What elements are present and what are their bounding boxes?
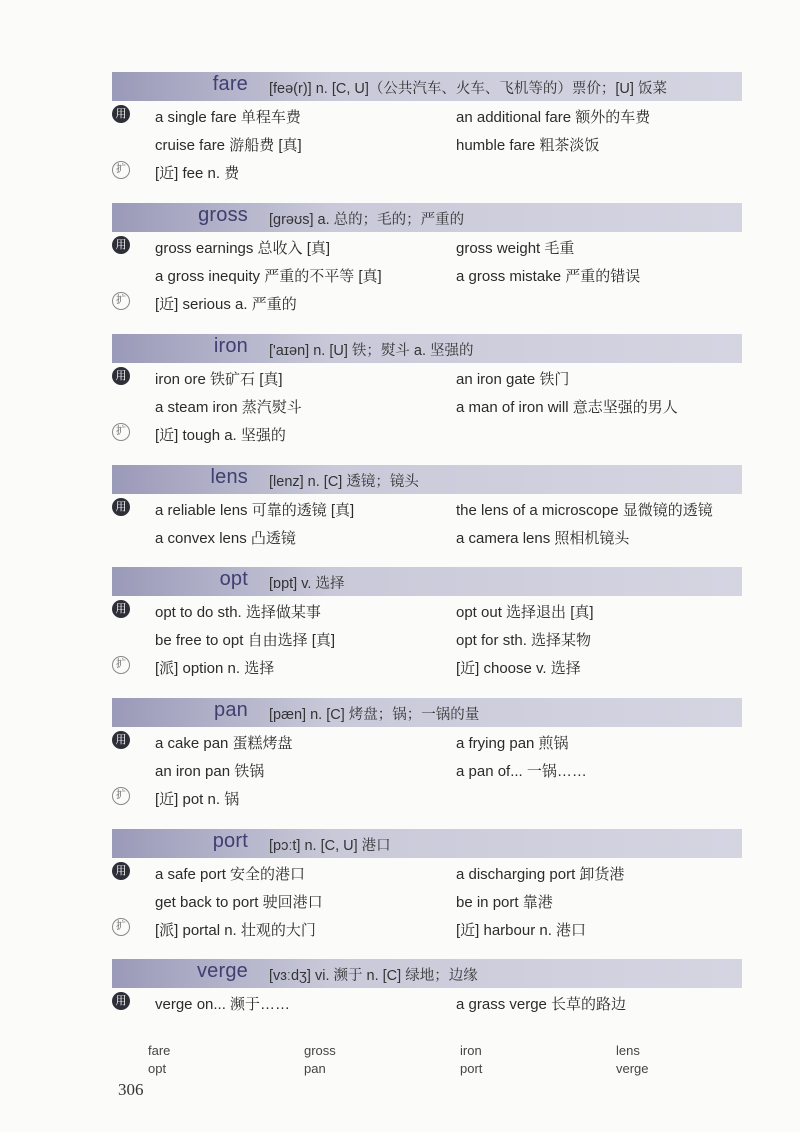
phrase-left: verge on... 濒于…… (155, 996, 291, 1013)
headword: iron (213, 335, 248, 357)
phrase-left: a single fare 单程车费 (155, 109, 301, 126)
usage-row (112, 101, 742, 129)
phrase-right: gross weight 毛重 (456, 240, 575, 257)
review-word: fare (148, 1043, 171, 1058)
phrase-right: opt for sth. 选择某物 (456, 632, 592, 649)
related-word: [派] portal n. 壮观的大门 (155, 922, 316, 939)
expansion-row (112, 783, 742, 811)
phrase-right: a gross mistake 严重的错误 (456, 268, 641, 285)
entry-pan (112, 698, 742, 811)
review-word: lens (616, 1043, 640, 1058)
expansion-row (112, 914, 742, 942)
expansion-row (112, 157, 742, 185)
phrase-right: opt out 选择退出 [真] (456, 604, 594, 621)
headword: lens (210, 466, 248, 488)
related-word: [近] tough a. 坚强的 (155, 427, 286, 444)
phrase-left: a gross inequity 严重的不平等 [真] (155, 268, 382, 285)
usage-row (112, 391, 742, 419)
related-word: [派] option n. 选择 (155, 660, 275, 677)
entry-lens (112, 465, 742, 550)
usage-icon: 用 (112, 105, 130, 123)
review-word: verge (616, 1061, 649, 1076)
expand-icon: 扩 (112, 161, 130, 179)
phrase-right: be in port 靠港 (456, 894, 553, 911)
phrase-right: a camera lens 照相机镜头 (456, 530, 630, 547)
headword: port (212, 830, 248, 852)
expand-icon: 扩 (112, 787, 130, 805)
usage-row (112, 522, 742, 550)
entry-header-bar (112, 959, 742, 988)
review-word: gross (304, 1043, 336, 1058)
phrase-right: a pan of... 一锅…… (456, 763, 587, 780)
phrase-left: gross earnings 总收入 [真] (155, 240, 331, 257)
usage-icon: 用 (112, 992, 130, 1010)
phrase-right: a discharging port 卸货港 (456, 866, 625, 883)
expansion-row (112, 288, 742, 316)
related-word: [近] fee n. 费 (155, 165, 240, 182)
review-word: pan (304, 1061, 326, 1076)
usage-row (112, 755, 742, 783)
review-word: iron (460, 1043, 482, 1058)
usage-icon: 用 (112, 862, 130, 880)
phrase-right: humble fare 粗茶淡饭 (456, 137, 600, 154)
expand-icon: 扩 (112, 656, 130, 674)
definition: [feə(r)] n. [C, U]（公共汽车、火车、飞机等的）票价；[U] 饭菜 (269, 81, 667, 97)
entry-header-bar (112, 829, 742, 858)
phrase-left: cruise fare 游船费 [真] (155, 137, 302, 154)
usage-row (112, 232, 742, 260)
expand-icon: 扩 (112, 423, 130, 441)
phrase-left: an iron pan 铁锅 (155, 763, 265, 780)
usage-icon: 用 (112, 236, 130, 254)
headword: opt (219, 568, 248, 590)
definition: [ɒpt] v. 选择 (269, 576, 345, 592)
usage-row (112, 727, 742, 755)
definition: [pɔːt] n. [C, U] 港口 (269, 838, 391, 854)
usage-icon: 用 (112, 498, 130, 516)
phrase-right: an iron gate 铁门 (456, 371, 570, 388)
expansion-row (112, 419, 742, 447)
headword: gross (198, 204, 248, 226)
expansion-row (112, 652, 742, 680)
usage-icon: 用 (112, 731, 130, 749)
phrase-left: a reliable lens 可靠的透镜 [真] (155, 502, 355, 519)
definition: ['aɪən] n. [U] 铁；熨斗 a. 坚强的 (269, 343, 474, 359)
entry-header-bar (112, 203, 742, 232)
phrase-left: iron ore 铁矿石 [真] (155, 371, 283, 388)
usage-row (112, 624, 742, 652)
entry-header-bar (112, 698, 742, 727)
page-number: 306 (118, 1080, 144, 1099)
phrase-right: a frying pan 煎锅 (456, 735, 569, 752)
phrase-left: opt to do sth. 选择做某事 (155, 604, 321, 621)
entry-opt (112, 567, 742, 680)
phrase-left: a convex lens 凸透镜 (155, 530, 296, 547)
usage-row (112, 494, 742, 522)
definition: [pæn] n. [C] 烤盘；锅；一锅的量 (269, 707, 480, 723)
phrase-left: a safe port 安全的港口 (155, 866, 306, 883)
usage-row (112, 886, 742, 914)
phrase-left: a steam iron 蒸汽熨斗 (155, 399, 302, 416)
entry-header-bar (112, 567, 742, 596)
entry-header-bar (112, 72, 742, 101)
review-word: opt (148, 1061, 167, 1076)
entry-verge (112, 959, 742, 1016)
entry-port (112, 829, 742, 942)
related-word-right: [近] harbour n. 港口 (456, 922, 587, 939)
phrase-right: a man of iron will 意志坚强的男人 (456, 399, 678, 416)
headword: pan (214, 699, 248, 721)
usage-row (112, 363, 742, 391)
expand-icon: 扩 (112, 918, 130, 936)
review-word-list (148, 1043, 708, 1076)
usage-icon: 用 (112, 600, 130, 618)
usage-row (112, 596, 742, 624)
related-word: [近] serious a. 严重的 (155, 296, 297, 313)
phrase-left: be free to opt 自由选择 [真] (155, 632, 336, 649)
usage-row (112, 858, 742, 886)
phrase-right: a grass verge 长草的路边 (456, 996, 627, 1013)
phrase-right: an additional fare 额外的车费 (456, 109, 651, 126)
definition: [grəʊs] a. 总的；毛的；严重的 (269, 212, 465, 228)
usage-row (112, 129, 742, 157)
phrase-right: the lens of a microscope 显微镜的透镜 (456, 502, 713, 519)
related-word: [近] pot n. 锅 (155, 791, 240, 808)
usage-row (112, 260, 742, 288)
definition: [vɜːdʒ] vi. 濒于 n. [C] 绿地；边缘 (269, 968, 478, 984)
phrase-left: a cake pan 蛋糕烤盘 (155, 735, 293, 752)
entry-fare (112, 72, 742, 185)
phrase-left: get back to port 驶回港口 (155, 894, 323, 911)
definition: [lenz] n. [C] 透镜；镜头 (269, 474, 419, 490)
headword: verge (196, 960, 248, 982)
usage-icon: 用 (112, 367, 130, 385)
review-word: port (460, 1061, 483, 1076)
usage-row (112, 988, 742, 1016)
entry-gross (112, 203, 742, 316)
headword: fare (212, 73, 248, 95)
entry-header-bar (112, 334, 742, 363)
entry-header-bar (112, 465, 742, 494)
expand-icon: 扩 (112, 292, 130, 310)
entry-iron (112, 334, 742, 447)
related-word-right: [近] choose v. 选择 (456, 660, 581, 677)
